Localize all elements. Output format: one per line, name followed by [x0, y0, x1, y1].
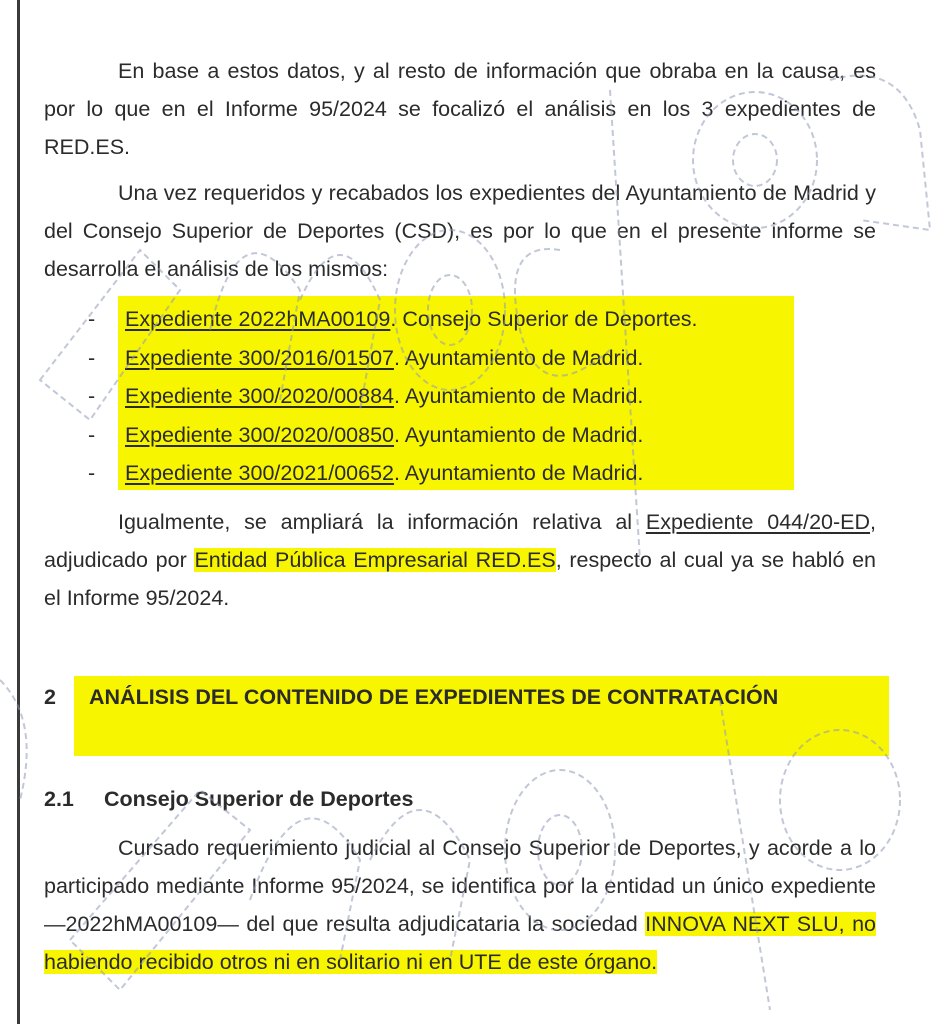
bullet-dash: - — [88, 345, 96, 370]
left-margin-rule — [17, 0, 20, 1024]
highlight-red-es: Entidad Pública Empresarial RED.ES — [194, 548, 556, 572]
paragraph-3-mid: , adjudicado por — [44, 510, 877, 572]
highlight-innova-next: INNOVA NEXT SLU, no habiendo recibido otros ni en solitario ni en UTE de este órgano. — [44, 912, 876, 974]
expediente-entity: . Ayuntamiento de Madrid. — [394, 422, 644, 447]
paragraph-igualmente — [44, 503, 876, 617]
paragraph-4-pre: Cursado requerimiento judicial al Consejo Superior de Deportes, y acorde a lo participado mediante Informe 95/2024, se identifica por la entidad un único expediente —2022hMA00109— del que resulta adjudicataria la sociedad — [44, 836, 876, 936]
expediente-code: Expediente 300/2016/01507 — [125, 345, 394, 370]
paragraph-base-datos — [44, 52, 876, 166]
section-2-1-number: 2.1 — [44, 787, 74, 811]
section-2-number: 2 — [44, 685, 56, 709]
paragraph-3-post: , respecto al cual ya se habló en el Informe 95/2024. — [44, 548, 877, 610]
bullet-dash: - — [88, 307, 96, 331]
paragraph-3-pre: Igualmente, se ampliará la información relativa al — [118, 510, 646, 534]
expediente-code: Expediente 2022hMA00109 — [125, 307, 391, 331]
expediente-code: Expediente 300/2020/00850 — [125, 422, 394, 447]
expediente-entity: . Consejo Superior de Deportes. — [390, 307, 698, 331]
expediente-entity: . Ayuntamiento de Madrid. — [394, 384, 644, 408]
paragraph-requeridos — [44, 174, 876, 288]
expediente-code: Expediente 300/2021/00652 — [125, 461, 394, 485]
paragraph-cursado — [44, 829, 876, 981]
paragraph-1-text: En base a estos datos, y al resto de información que obraba en la causa, es por lo que en el Informe 95/2024 se focalizó el análisis en los 3 expedientes de RED.ES. — [44, 59, 876, 159]
section-2-title: ANÁLISIS DEL CONTENIDO DE EXPEDIENTES DE CONTRATACIÓN — [89, 685, 779, 709]
bullet-dash: - — [88, 384, 96, 408]
section-2-1-title: Consejo Superior de Deportes — [104, 787, 414, 811]
paragraph-2-text: Una vez requeridos y recabados los expedientes del Ayuntamiento de Madrid y del Consejo Superior de Deportes (CSD), es por lo que en el presente informe se desarrolla el análisis de los mismos: — [44, 181, 876, 281]
bullet-dash: - — [88, 461, 96, 485]
expediente-entity: . Ayuntamiento de Madrid. — [394, 461, 644, 485]
expediente-code: Expediente 300/2020/00884 — [125, 384, 394, 408]
section-2-1-heading — [44, 780, 413, 818]
expediente-entity: . Ayuntamiento de Madrid. — [394, 345, 644, 370]
bullet-dash: - — [88, 422, 96, 447]
expediente-044-link: Expediente 044/20-ED — [645, 510, 871, 534]
